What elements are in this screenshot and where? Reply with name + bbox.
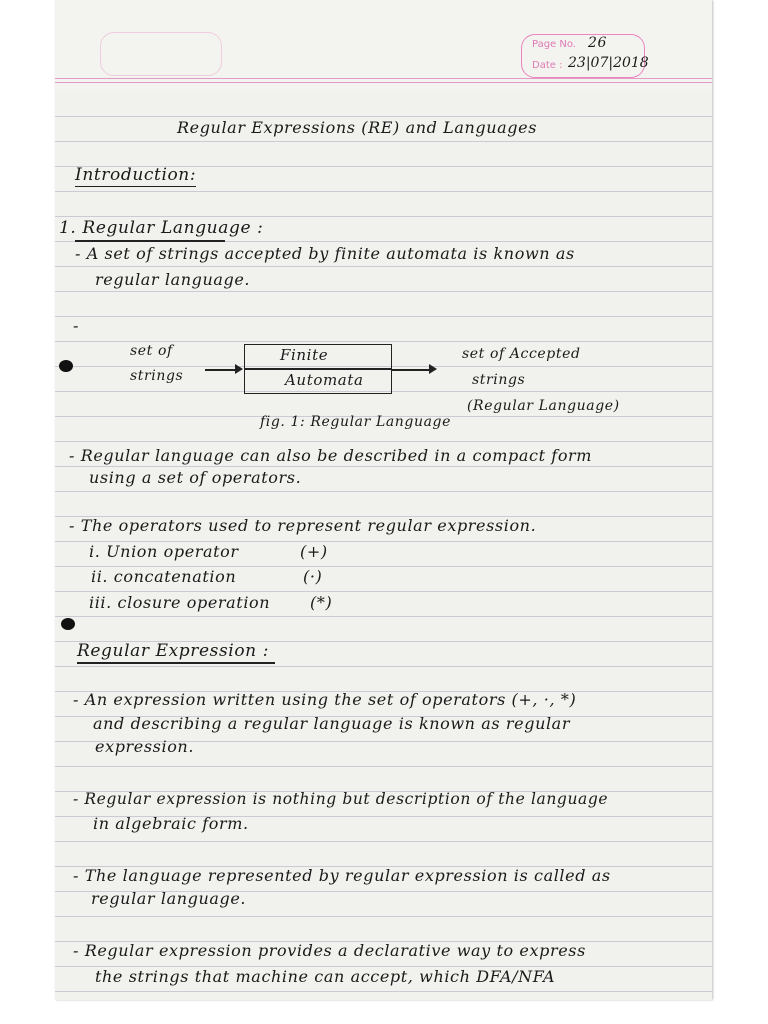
date-label: Date : xyxy=(532,60,563,71)
re-language-line-1: - The language represented by regular expression is called as xyxy=(73,866,611,885)
operator-closure-symbol: (*) xyxy=(310,593,333,612)
page-title: Regular Expressions (RE) and Languages xyxy=(177,118,538,137)
page-info-box xyxy=(521,34,649,78)
regular-expression-heading: Regular Expression : xyxy=(77,641,270,661)
def-line-1: - A set of strings accepted by finite automata is known as xyxy=(75,244,575,263)
figure-input-line-2: strings xyxy=(130,368,184,384)
re-def-line-2: and describing a regular language is known as regular xyxy=(93,714,571,733)
re-declarative-line-1: - Regular expression provides a declarative way to express xyxy=(73,941,586,960)
re-def-line-1: - An expression written using the set of operators (+, ·, *) xyxy=(73,690,577,709)
header-rule xyxy=(55,78,712,79)
binder-hole-top xyxy=(59,360,73,372)
figure-caption: fig. 1: Regular Language xyxy=(260,414,451,430)
automata-label: Automata xyxy=(285,371,364,389)
compact-form-line-1: - Regular language can also be described in a compact form xyxy=(69,446,593,465)
figure-output-line-3: (Regular Language) xyxy=(467,398,620,414)
dash-mark: - xyxy=(73,316,80,335)
operator-concatenation: ii. concatenation xyxy=(91,567,237,586)
blank-header-box xyxy=(100,32,222,76)
introduction-heading: Introduction: xyxy=(75,165,197,185)
box-divider xyxy=(245,368,391,370)
operators-intro: - The operators used to represent regular expression. xyxy=(69,516,537,535)
def-line-2: regular language. xyxy=(95,270,251,289)
page-no-label: Page No. xyxy=(532,39,576,50)
heading-underline xyxy=(75,240,225,242)
input-arrow xyxy=(205,369,235,371)
binder-hole-bottom xyxy=(61,618,75,630)
notebook-page xyxy=(55,0,712,1000)
heading-underline-2 xyxy=(77,662,275,664)
figure-output-line-2: strings xyxy=(472,372,526,388)
figure-input-line-1: set of xyxy=(130,343,173,359)
operator-concatenation-symbol: (·) xyxy=(303,567,323,586)
compact-form-line-2: using a set of operators. xyxy=(89,468,302,487)
header-rule-2 xyxy=(55,82,712,83)
re-algebraic-line-1: - Regular expression is nothing but description of the language xyxy=(73,790,609,808)
output-arrow-head xyxy=(429,364,437,374)
finite-label: Finite xyxy=(280,346,329,364)
figure-output-line-1: set of Accepted xyxy=(462,346,581,362)
operator-union-symbol: (+) xyxy=(300,542,328,561)
regular-language-heading: 1. Regular Language : xyxy=(59,218,264,238)
date-value: 23|07|2018 xyxy=(568,55,649,71)
operator-union: i. Union operator xyxy=(89,542,239,561)
re-declarative-line-2: the strings that machine can accept, which DFA/NFA xyxy=(95,967,556,986)
re-language-line-2: regular language. xyxy=(91,889,247,908)
output-arrow xyxy=(391,369,431,371)
re-algebraic-line-2: in algebraic form. xyxy=(93,814,249,833)
input-arrow-head xyxy=(235,364,243,374)
operator-closure: iii. closure operation xyxy=(89,593,271,612)
page-no-value: 26 xyxy=(588,35,608,51)
re-def-line-3: expression. xyxy=(95,737,195,756)
